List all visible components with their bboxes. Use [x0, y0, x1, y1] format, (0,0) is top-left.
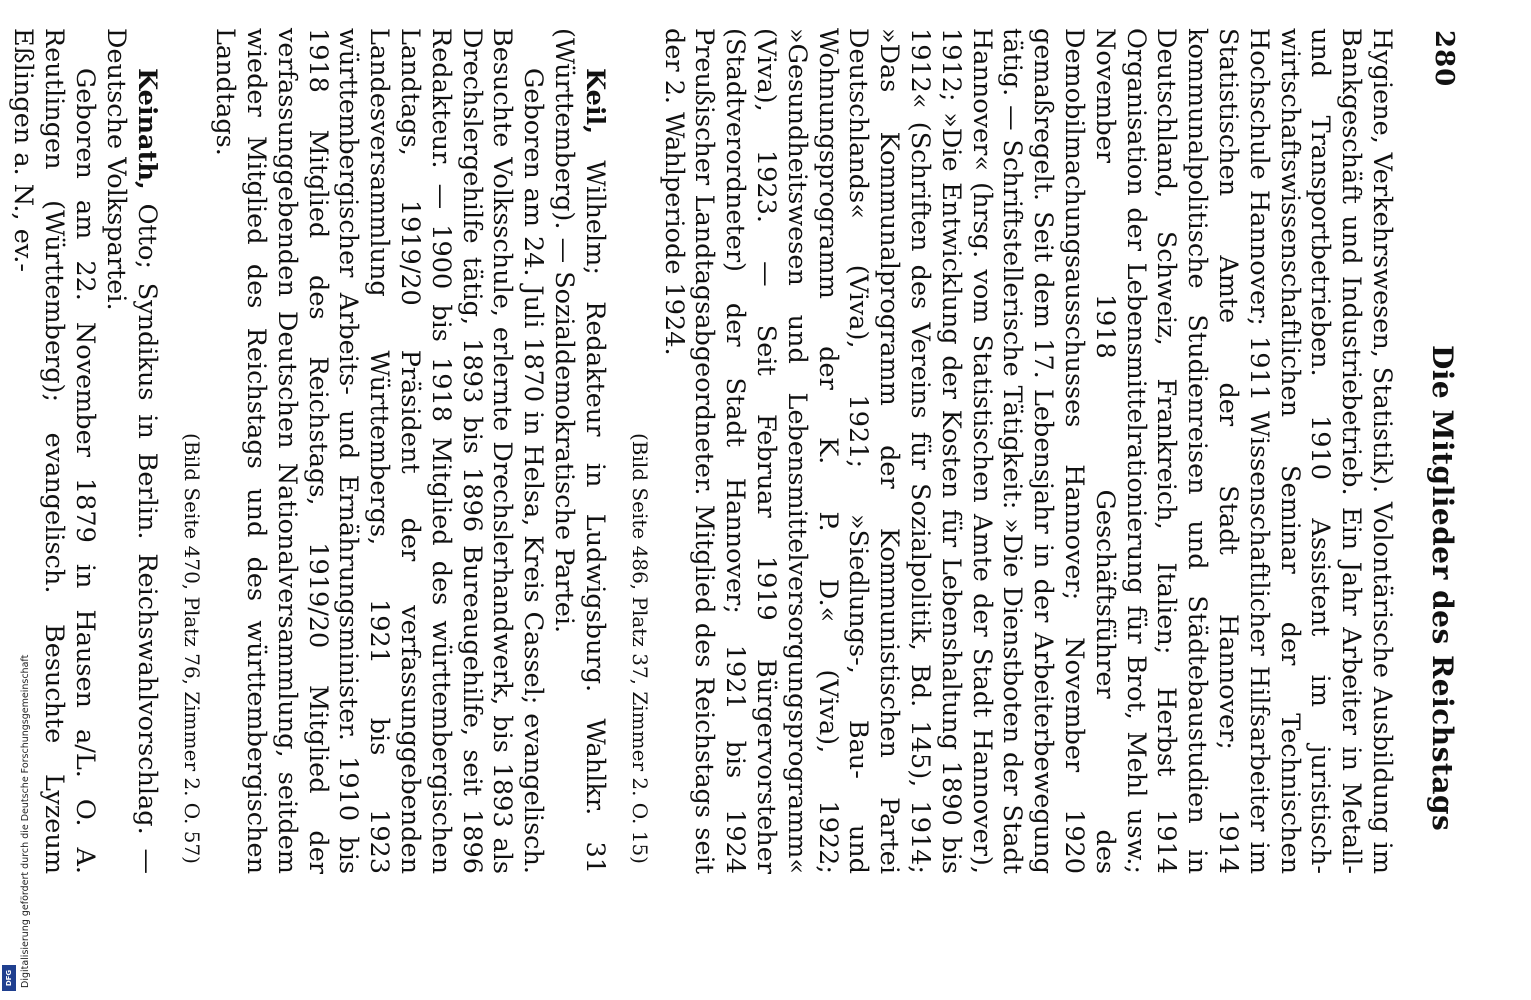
- page-header: [1419, 0, 1459, 1000]
- dfg-logo-icon: [2, 965, 16, 991]
- page-body: [8, 28, 1397, 874]
- member-entry-keil: [178, 28, 610, 874]
- member-heading-details: Otto; Syndikus in Berlin. Reichswahlvorschlag. — Deutsche Volkspartei.: [100, 28, 162, 874]
- member-name: Keil,: [579, 68, 610, 135]
- dfg-logo-label: DFG: [5, 969, 13, 987]
- entry-heading: [100, 28, 162, 874]
- running-title: Die Mitglieder des Reichstags: [1426, 345, 1459, 832]
- member-name: Keinath,: [131, 68, 162, 190]
- entry-heading: [548, 28, 610, 874]
- photo-reference: (Bild Seite 470, Platz 76, Zimmer 2. O. 57): [179, 433, 204, 864]
- page-number: 280: [1429, 30, 1459, 88]
- member-heading-details: Wilhelm; Redakteur in Ludwigsburg. Wahlkr. 31 (Württemberg). — Sozialdemokratische Partei.: [549, 28, 610, 874]
- continued-entry-text: Hygiene, Verkehrswesen, Statistik). Volontärische Ausbildung im Bankgeschäft und Industriebetrieb. Ein Jahr Arbeiter in Metall- und Transportbetrieben. 1910 Assistent im juristisch-wirtschaftswissenschaftlichen Seminar der Technischen Hochschule Hannover; 1911 Wissenschaftlicher Hilfsarbeiter im Statistischen Amte der Stadt Hannover; 1914 kommunalpolitische Studienreisen und Städtebaustudien in Deutschland, Schweiz, Frankreich, Italien; Herbst 1914 Organisation der Lebensmittelrationierung für Brot, Mehl usw.; November 1918 Geschäftsführer des Demobilmachungsausschusses Hannover; November 1920 gemaßregelt. Seit dem 17. Lebensjahr in der Arbeiterbewegung tätig. — Schriftstellerische Tätigkeit: »Die Dienstboten der Stadt Hannover« (hrsg. vom Statistischen Amte der Stadt Hannover), 1912; »Die Entwicklung der Kosten für Lebenshaltung 1890 bis 1912« (Schriften des Vereins für Sozialpolitik, Bd. 145), 1914; »Das Kommunalprogramm der Kommunistischen Partei Deutschlands« (Viva), 1921; »Siedlungs-, Bau- und Wohnungsprogramm der K. P. D.« (Viva), 1922; »Gesundheitswesen und Lebensmittelversorgungsprogramm« (Viva), 1923. — Seit Februar 1919 Bürgervorsteher (Stadtverordneter) der Stadt Hannover; 1921 bis 1924 Preußischer Landtagsabgeordneter. Mitglied des Reichstags seit der 2. Wahlperiode 1924.: [658, 28, 1397, 874]
- entry-biography: Geboren am 22. November 1879 in Hausen a/L. O. A. Reutlingen (Württemberg); evangelisch. Besuchte Lyzeum Eßlingen a. N., ev.-: [8, 28, 100, 874]
- credit-text: Digitalisierung gefördert durch die Deutsche Forschungsgemeinschaft: [20, 654, 31, 988]
- digitization-credit: [20, 608, 30, 988]
- entry-biography: Geboren am 24. Juli 1870 in Helsa, Kreis Cassel; evangelisch. Besuchte Volksschule, erlernte Drechslerhandwerk, bis 1893 als Drechslergehilfe tätig, 1893 bis 1896 Bureaugehilfe, seit 1896 Redakteur. — 1900 bis 1918 Mitglied des württembergischen Landtags, 1919/20 Präsident der verfassunggebenden Landesversammlung Württembergs, 1921 bis 1923 württembergischer Arbeits- und Ernährungsminister. 1910 bis 1918 Mitglied des Reichstags, 1919/20 Mitglied der verfassunggebenden Deutschen Nationalversammlung, seitdem wieder Mitglied des Reichstags und des württembergischen Landtags.: [210, 28, 549, 874]
- photo-reference: (Bild Seite 486, Platz 37, Zimmer 2. O. 15): [627, 433, 652, 864]
